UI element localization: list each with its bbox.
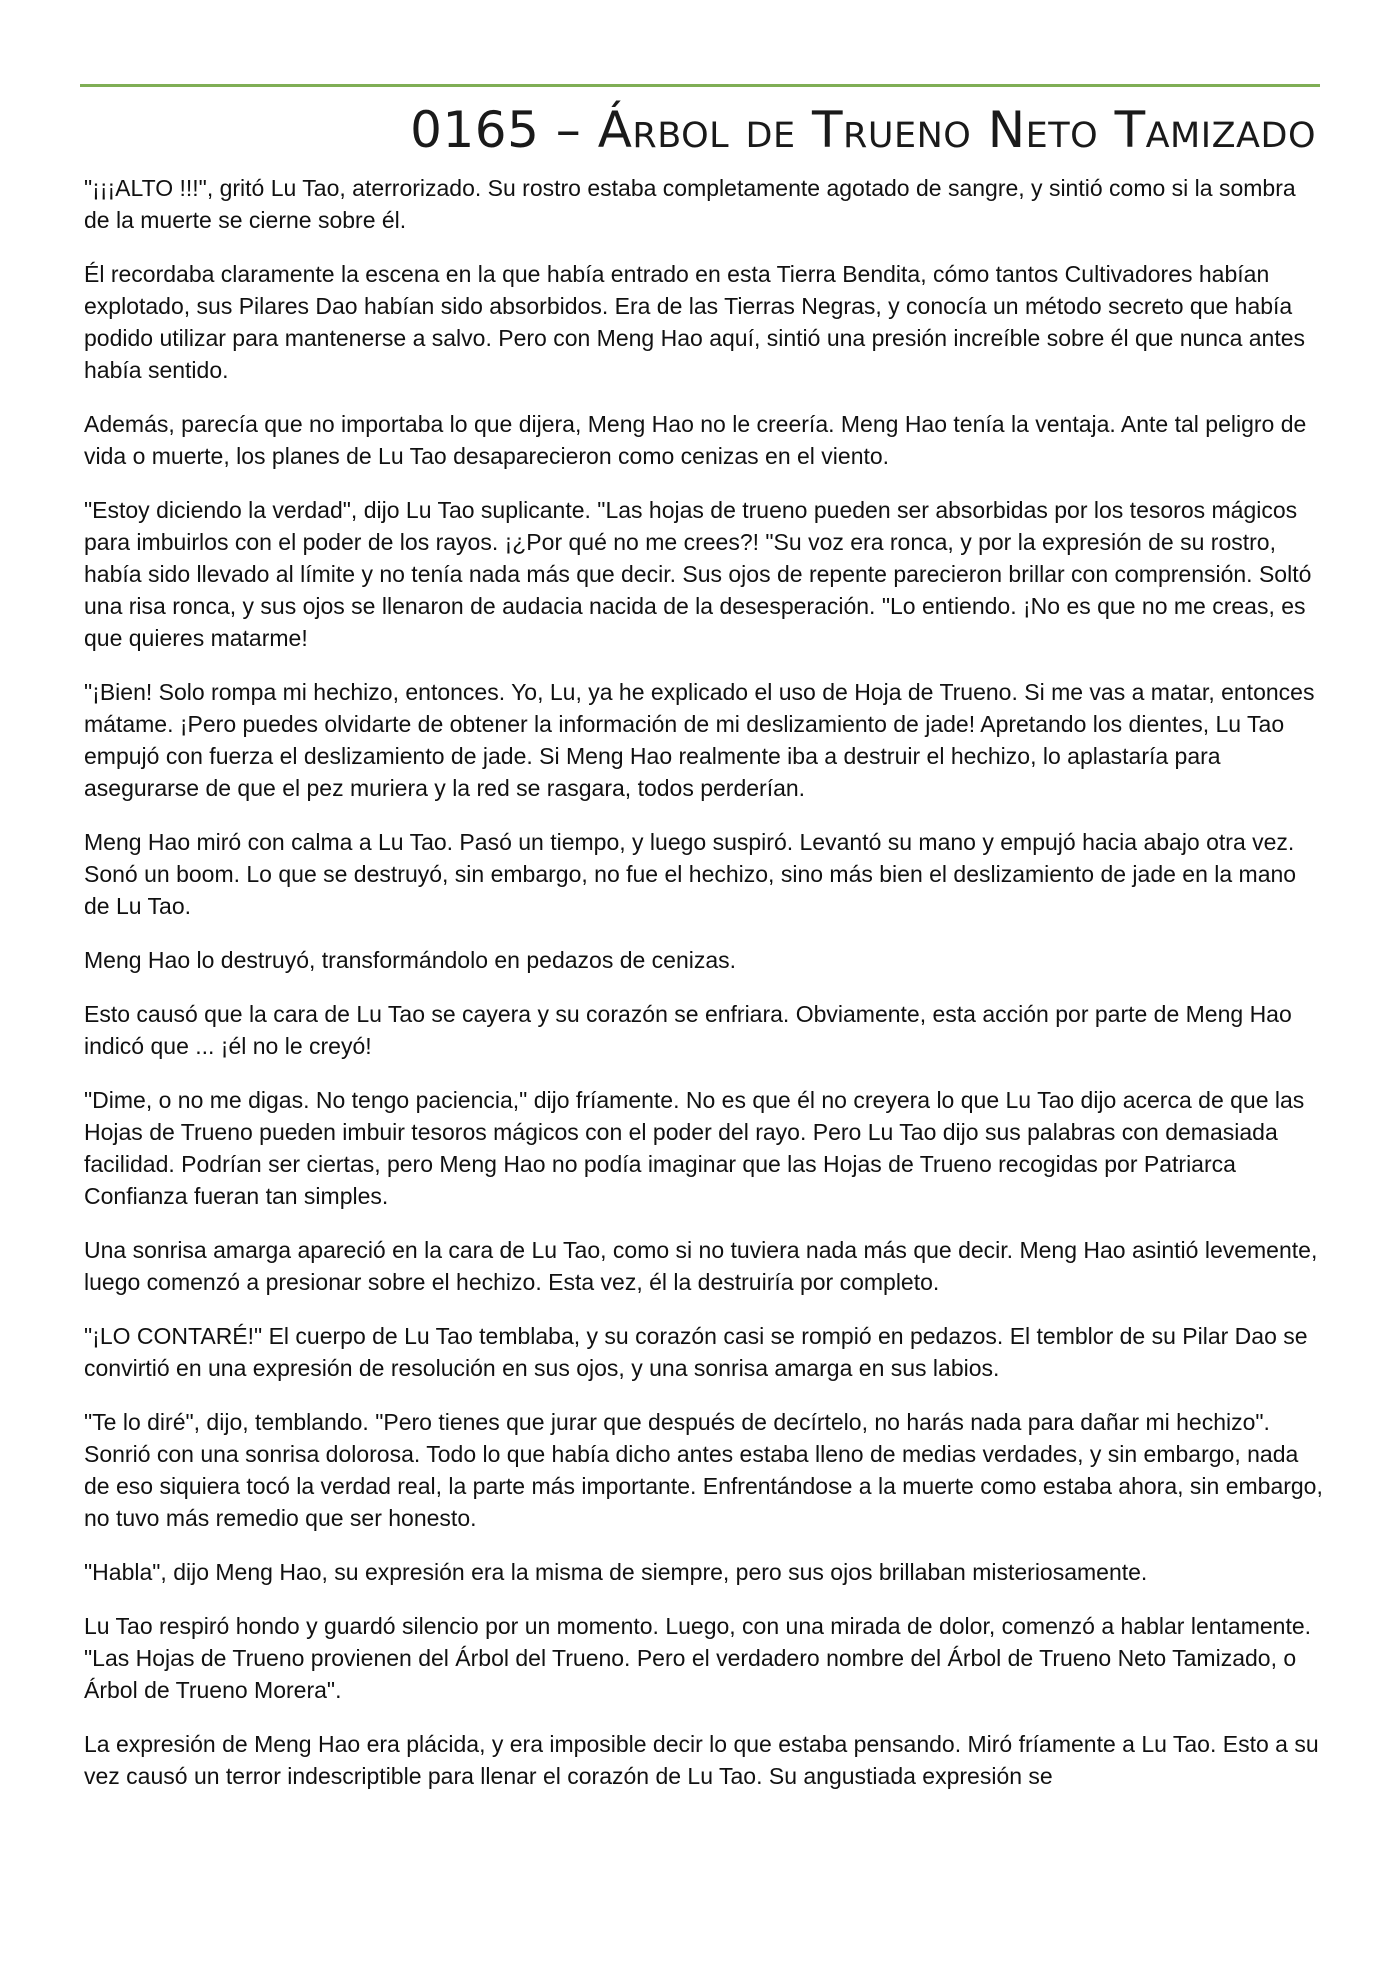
- paragraph: "Estoy diciendo la verdad", dijo Lu Tao suplicante. "Las hojas de trueno pueden ser absorbidas por los tesoros mágicos para imbuirlos con el poder de los rayos. ¡¿Por qué no me crees?! "Su voz era ronca, y por la expresión de su rostro, había sido llevado al límite y no tenía nada más que decir. Sus ojos de repente parecieron brillar con comprensión. Soltó una risa ronca, y sus ojos se llenaron de audacia nacida de la desesperación. "Lo entiendo. ¡No es que no me creas, es que quieres matarme!: [84, 497, 1312, 651]
- paragraph: "¡Bien! Solo rompa mi hechizo, entonces. Yo, Lu, ya he explicado el uso de Hoja de Trueno. Si me vas a matar, entonces mátame. ¡Pero puedes olvidarte de obtener la información de mi deslizamiento de jade! Apretando los dientes, Lu Tao empujó con fuerza el deslizamiento de jade. Si Meng Hao realmente iba a destruir el hechizo, lo aplastaría para asegurarse de que el pez muriera y la red se rasgara, todos perderían.: [84, 679, 1315, 801]
- paragraph: Una sonrisa amarga apareció en la cara de Lu Tao, como si no tuviera nada más que decir. Meng Hao asintió levemente, luego comenzó a presionar sobre el hechizo. Esta vez, él la destruiría por completo.: [84, 1237, 1318, 1295]
- page-title: 0165 – Árbol de Trueno Neto Tamizado: [410, 101, 1316, 159]
- paragraph: "¡LO CONTARÉ!" El cuerpo de Lu Tao temblaba, y su corazón casi se rompió en pedazos. El temblor de su Pilar Dao se convirtió en una expresión de resolución en sus ojos, y una sonrisa amarga en sus labios.: [84, 1323, 1308, 1381]
- document-body: [84, 172, 1324, 1814]
- paragraph: "¡¡¡ALTO !!!", gritó Lu Tao, aterrorizado. Su rostro estaba completamente agotado de sangre, y sintió como si la sombra de la muerte se cierne sobre él.: [84, 175, 1296, 233]
- paragraph: La expresión de Meng Hao era plácida, y era imposible decir lo que estaba pensando. Miró fríamente a Lu Tao. Esto a su vez causó un terror indescriptible para llenar el corazón de Lu Tao. Su angustiada expresión se: [84, 1731, 1319, 1789]
- paragraph: Esto causó que la cara de Lu Tao se cayera y su corazón se enfriara. Obviamente, esta acción por parte de Meng Hao indicó que ... ¡él no le creyó!: [84, 1001, 1292, 1059]
- paragraph: "Habla", dijo Meng Hao, su expresión era la misma de siempre, pero sus ojos brillaban misteriosamente.: [84, 1559, 1148, 1585]
- paragraph: "Te lo diré", dijo, temblando. "Pero tienes que jurar que después de decírtelo, no harás nada para dañar mi hechizo". Sonrió con una sonrisa dolorosa. Todo lo que había dicho antes estaba lleno de medias verdades, y sin embargo, nada de eso siquiera tocó la verdad real, la parte más importante. Enfrentándose a la muerte como estaba ahora, sin embargo, no tuvo más remedio que ser honesto.: [84, 1409, 1323, 1531]
- paragraph: Él recordaba claramente la escena en la que había entrado en esta Tierra Bendita, cómo tantos Cultivadores habían explotado, sus Pilares Dao habían sido absorbidos. Era de las Tierras Negras, y conocía un método secreto que había podido utilizar para mantenerse a salvo. Pero con Meng Hao aquí, sintió una presión increíble sobre él que nunca antes había sentido.: [84, 261, 1306, 383]
- header-rule: [80, 84, 1320, 87]
- paragraph: "Dime, o no me digas. No tengo paciencia," dijo fríamente. No es que él no creyera lo que Lu Tao dijo acerca de que las Hojas de Trueno pueden imbuir tesoros mágicos con el poder del rayo. Pero Lu Tao dijo sus palabras con demasiada facilidad. Podrían ser ciertas, pero Meng Hao no podía imaginar que las Hojas de Trueno recogidas por Patriarca Confianza fueran tan simples.: [84, 1087, 1305, 1209]
- paragraph: Lu Tao respiró hondo y guardó silencio por un momento. Luego, con una mirada de dolor, comenzó a hablar lentamente. "Las Hojas de Trueno provienen del Árbol del Trueno. Pero el verdadero nombre del Árbol de Trueno Neto Tamizado, o Árbol de Trueno Morera".: [84, 1613, 1312, 1703]
- paragraph: Además, parecía que no importaba lo que dijera, Meng Hao no le creería. Meng Hao tenía la ventaja. Ante tal peligro de vida o muerte, los planes de Lu Tao desaparecieron como cenizas en el viento.: [84, 411, 1307, 469]
- paragraph: Meng Hao miró con calma a Lu Tao. Pasó un tiempo, y luego suspiró. Levantó su mano y empujó hacia abajo otra vez. Sonó un boom. Lo que se destruyó, sin embargo, no fue el hechizo, sino más bien el deslizamiento de jade en la mano de Lu Tao.: [84, 829, 1297, 919]
- paragraph: Meng Hao lo destruyó, transformándolo en pedazos de cenizas.: [84, 947, 737, 973]
